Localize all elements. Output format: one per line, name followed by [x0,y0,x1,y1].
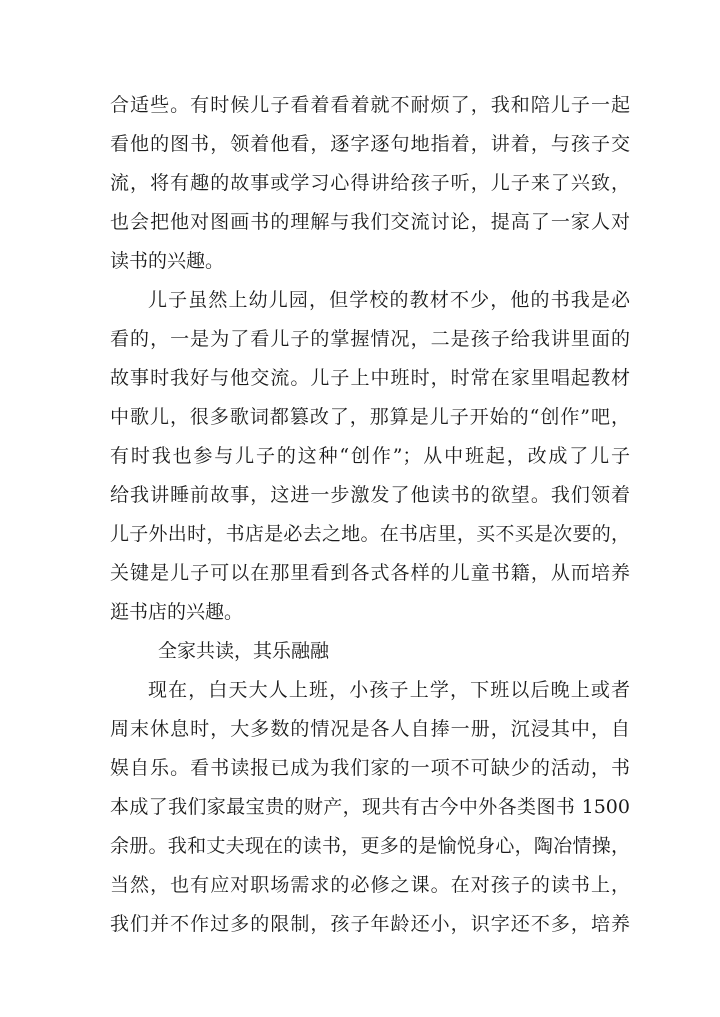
paragraph-1-line-1: 合适些。有时候儿子看着看着就不耐烦了，我和陪儿子一起 [110,94,630,116]
paragraph-2-line-7: 儿子外出时，书店是必去之地。在书店里，买不买是次要的， [110,523,630,545]
paragraph-2-line-3: 故事时我好与他交流。儿子上中班时，时常在家里唱起教材 [110,367,630,389]
paragraph-3-line-1: 现在，白天大人上班，小孩子上学，下班以后晚上或者 [148,679,630,701]
paragraph-2-line-8: 关键是儿子可以在那里看到各式各样的儿童书籍，从而培养 [110,562,630,584]
paragraph-1-line-2: 看他的图书，领着他看，逐字逐句地指着，讲着，与孩子交 [110,133,630,155]
paragraph-3-line-5: 余册。我和丈夫现在的读书，更多的是愉悦身心，陶冶情操， [110,835,630,857]
paragraph-1-line-4: 也会把他对图画书的理解与我们交流讨论，提高了一家人对 [110,211,630,233]
paragraph-2-line-9: 逛书店的兴趣。 [110,601,244,623]
paragraph-3-line-6: 当然，也有应对职场需求的必修之课。在对孩子的读书上， [110,874,630,896]
paragraph-2-line-4: 中歌儿，很多歌词都篡改了，那算是儿子开始的“创作”吧， [110,406,630,428]
paragraph-3-line-2: 周末休息时，大多数的情况是各人自捧一册，沉浸其中，自 [110,718,630,740]
paragraph-3-line-7: 我们并不作过多的限制，孩子年龄还小，识字还不多，培养 [110,913,630,935]
paragraph-1-line-5: 读书的兴趣。 [110,250,225,272]
document-body [110,86,630,944]
paragraph-2-line-1: 儿子虽然上幼儿园，但学校的教材不少，他的书我是必 [148,289,630,311]
paragraph-2-line-5: 有时我也参与儿子的这种“创作”；从中班起，改成了儿子 [110,445,630,467]
paragraph-2-line-6: 给我讲睡前故事，这进一步激发了他读书的欲望。我们领着 [110,484,630,506]
paragraph-3-line-4: 本成了我们家最宝贵的财产，现共有古今中外各类图书 1500 [110,796,630,818]
paragraph-3-line-3: 娱自乐。看书读报已成为我们家的一项不可缺少的活动，书 [110,757,630,779]
paragraph-2-line-2: 看的，一是为了看儿子的掌握情况，二是孩子给我讲里面的 [110,328,630,350]
paragraph-1-line-3: 流，将有趣的故事或学习心得讲给孩子听，儿子来了兴致， [110,172,630,194]
section-heading: 全家共读，其乐融融 [158,640,330,662]
